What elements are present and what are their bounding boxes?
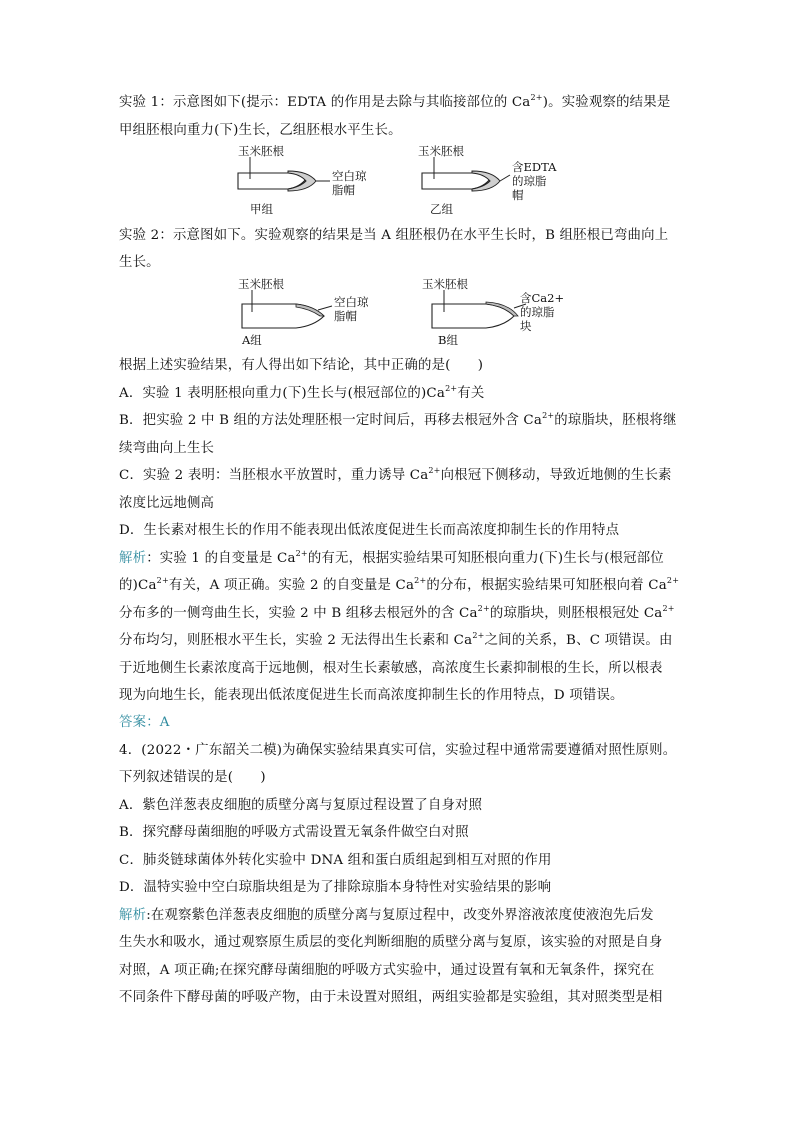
fig1-right-side-label-2: 的琼脂	[512, 174, 547, 188]
figure-2	[232, 276, 602, 348]
q4-explanation-line-4: 不同条件下酵母菌的呼吸产物，由于未设置对照组，两组实验都是实验组，其对照类型是相	[119, 990, 663, 1005]
fig1-left-root	[238, 144, 367, 216]
q4-explanation-line-3: 对照，A 项正确;在探究酵母菌细胞的呼吸方式实验中，通过设置有氧和无氧条件，探究在	[119, 963, 655, 978]
fig1-right-side-label-3: 帽	[512, 188, 524, 202]
q3-explanation-line-5: 于近地侧生长素浓度高于远地侧，根对生长素敏感，高浓度生长素抑制根的生长，所以根表	[119, 661, 663, 676]
q3-stem: 根据上述实验结果，有人得出如下结论，其中正确的是( )	[119, 358, 484, 373]
fig2-left-top-label: 玉米胚根	[238, 277, 284, 291]
q4-stem-line-1: 4．(2022・广东韶关二模)为确保实验结果真实可信，实验过程中通常需要遵循对照性原则。	[119, 743, 677, 758]
exp2-line-1: 实验 2：示意图如下。实验观察的结果是当 A 组胚根仍在水平生长时，B 组胚根已弯曲向上	[119, 228, 669, 243]
fig1-left-side-label-1: 空白琼	[332, 169, 367, 183]
q3-option-d: D．生长素对根生长的作用不能表现出低浓度促进生长而高浓度抑制生长的作用特点	[119, 523, 620, 538]
fig2-left-group: A组	[242, 333, 262, 347]
q4-option-c: C．肺炎链球菌体外转化实验中 DNA 组和蛋白质组起到相互对照的作用	[119, 853, 552, 868]
fig1-right-group: 乙组	[430, 202, 453, 216]
fig2-right-group: B组	[438, 333, 458, 347]
q4-explanation-line-1: 解析:在观察紫色洋葱表皮细胞的质壁分离与复原过程中，改变外界溶液浓度使液泡先后发	[119, 908, 654, 923]
q3-answer: 答案：A	[119, 715, 170, 730]
q3-explanation-line-1: 解析：实验 1 的自变量是 $Ca^{2+}$的有无，根据实验结果可知胚根向重力(下)生长与(根冠部位	[119, 549, 664, 566]
q4-stem-line-2: 下列叙述错误的是( )	[119, 770, 266, 785]
exp1-line-2: 甲组胚根向重力(下)生长，乙组胚根水平生长。	[119, 123, 402, 138]
fig1-left-group: 甲组	[250, 202, 273, 216]
q3-option-c-line-1: C．实验 2 表明：当胚根水平放置时，重力诱导 $Ca^{2+}$向根冠下侧移动，导致近地侧的生长素	[119, 466, 672, 483]
q4-explanation-line-2: 生失水和吸水，通过观察原生质层的变化判断细胞的质壁分离与复原，该实验的对照是自身	[119, 935, 663, 950]
fig1-right-top-label: 玉米胚根	[418, 144, 464, 158]
fig1-left-top-label: 玉米胚根	[238, 144, 284, 158]
exp1-line-1: 实验 1：示意图如下(提示：EDTA 的作用是去除与其临接部位的 $Ca^{2+}$)。实验观察的结果是	[119, 93, 671, 110]
fig2-right-side-label-3: 块	[520, 319, 532, 333]
exp2-line-2: 生长。	[119, 255, 160, 270]
figure-1	[230, 143, 610, 219]
fig1-left-side-label-2: 脂帽	[332, 183, 355, 197]
fig2-left-side-label-2: 脂帽	[334, 309, 357, 323]
q4-option-a: A．紫色洋葱表皮细胞的质壁分离与复原过程设置了自身对照	[119, 798, 483, 813]
q3-explanation-line-4: 分布均匀，则胚根水平生长，实验 2 无法得出生长素和 $Ca^{2+}$之间的关系，B、C 项错误。由	[119, 631, 673, 648]
q3-explanation-line-3: 分布多的一侧弯曲生长，实验 2 中 B 组移去根冠外的含 $Ca^{2+}$的琼脂块，则胚根根冠处 $Ca^{2+}$	[119, 604, 675, 621]
fig2-right-side-label-1: 含Ca2+	[520, 291, 565, 305]
fig1-right-root	[418, 144, 557, 216]
fig2-right-side-label-2: 的琼脂	[520, 305, 555, 319]
q3-option-c-line-2: 浓度比远地侧高	[119, 496, 215, 511]
q3-option-b-line-2: 续弯曲向上生长	[119, 441, 215, 456]
fig2-left-side-label-1: 空白琼	[334, 295, 369, 309]
q4-option-b: B．探究酵母菌细胞的呼吸方式需设置无氧条件做空白对照	[119, 825, 469, 840]
q3-option-a: A．实验 1 表明胚根向重力(下)生长与(根冠部位的)$Ca^{2+}$有关	[119, 384, 485, 401]
fig2-left-root	[238, 277, 369, 347]
q3-option-b-line-1: B．把实验 2 中 B 组的方法处理胚根一定时间后，再移去根冠外含 $Ca^{2+}$的琼脂块，胚根将继	[119, 411, 677, 428]
fig1-right-side-label-1: 含EDTA	[512, 160, 557, 174]
fig2-right-root	[422, 277, 564, 347]
q4-option-d: D．温特实验中空白琼脂块组是为了排除琼脂本身特性对实验结果的影响	[119, 880, 552, 895]
q3-explanation-line-6: 现为向地生长，能表现出低浓度促进生长而高浓度抑制生长的作用特点，D 项错误。	[119, 688, 624, 703]
fig2-right-top-label: 玉米胚根	[422, 277, 468, 291]
q3-explanation-line-2: 的)$Ca^{2+}$有关，A 项正确。实验 2 的自变量是 $Ca^{2+}$的分布，根据实验结果可知胚根向着 $Ca^{2+}$	[119, 576, 680, 593]
